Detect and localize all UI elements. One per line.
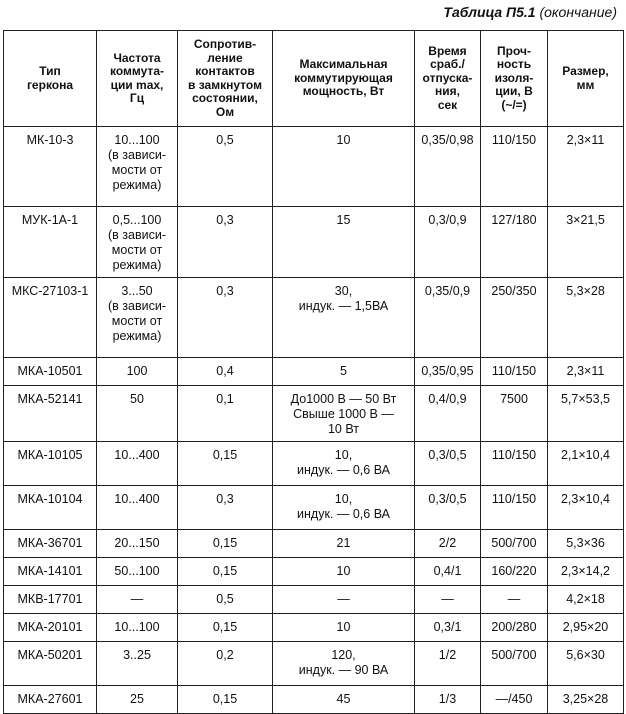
cell-line: индук. — 0,6 ВА bbox=[297, 507, 390, 521]
cell-line: 25 bbox=[130, 692, 144, 706]
cell-line: 5,7×53,5 bbox=[560, 392, 610, 406]
cell-line: 5,3×36 bbox=[566, 536, 605, 550]
cell-insulation bbox=[481, 358, 548, 386]
cell-time bbox=[415, 278, 481, 358]
cell-line: 45 bbox=[336, 692, 351, 706]
cell-type bbox=[4, 614, 97, 642]
cell-line: 0,3/0,5 bbox=[428, 492, 467, 506]
cell-line: 2,95×20 bbox=[562, 620, 609, 634]
cell-line: мости от bbox=[111, 243, 163, 257]
cell-line: (в зависи- bbox=[108, 228, 166, 242]
cell-line: 0,3/1 bbox=[433, 620, 462, 634]
cell-resistance bbox=[178, 486, 273, 530]
cell-time bbox=[415, 127, 481, 207]
cell-type bbox=[4, 278, 97, 358]
cell-line: индук. — 0,6 ВА bbox=[297, 463, 390, 477]
cell-line: 10...100 bbox=[114, 620, 160, 634]
cell-size bbox=[548, 686, 624, 714]
header-line: ление bbox=[207, 50, 243, 65]
cell-line: 2,1×10,4 bbox=[560, 448, 610, 462]
cell-type bbox=[4, 442, 97, 486]
cell-line: 3...50 bbox=[121, 284, 153, 298]
cell-line: режима) bbox=[112, 258, 162, 272]
header-line: отпуска- bbox=[422, 70, 473, 85]
cell-resistance bbox=[178, 642, 273, 686]
cell-line: 0,5 bbox=[216, 133, 234, 147]
cell-line: (в зависи- bbox=[108, 148, 166, 162]
cell-type bbox=[4, 686, 97, 714]
cell-line: 127/180 bbox=[491, 213, 537, 227]
cell-line: 0,15 bbox=[212, 564, 238, 578]
cell-time bbox=[415, 586, 481, 614]
cell-line: 0,5...100 bbox=[112, 213, 162, 227]
cell-type bbox=[4, 207, 97, 278]
table-row bbox=[4, 207, 624, 278]
cell-line: 10...400 bbox=[114, 492, 160, 506]
cell-power bbox=[273, 586, 415, 614]
cell-line: 0,3/0,9 bbox=[428, 213, 467, 227]
cell-size bbox=[548, 358, 624, 386]
cell-line: — bbox=[130, 592, 144, 606]
cell-line: 0,4/1 bbox=[433, 564, 462, 578]
cell-power bbox=[273, 358, 415, 386]
cell-line: МКС-27103-1 bbox=[11, 284, 89, 298]
cell-line: индук. — 1,5ВА bbox=[298, 299, 389, 313]
header-frequency bbox=[97, 31, 178, 127]
cell-line: 0,5 bbox=[216, 592, 234, 606]
header-resistance bbox=[178, 31, 273, 127]
cell-frequency bbox=[97, 486, 178, 530]
cell-line: 110/150 bbox=[491, 364, 537, 378]
cell-power bbox=[273, 386, 415, 442]
cell-line: 0,35/0,95 bbox=[421, 364, 474, 378]
cell-insulation bbox=[481, 530, 548, 558]
cell-line: 0,3 bbox=[216, 213, 234, 227]
cell-line: 100 bbox=[126, 364, 148, 378]
cell-resistance bbox=[178, 686, 273, 714]
cell-frequency bbox=[97, 358, 178, 386]
table-row bbox=[4, 642, 624, 686]
cell-line: (в зависи- bbox=[108, 299, 166, 313]
header-line: ции, В bbox=[495, 84, 533, 99]
cell-line: 0,2 bbox=[216, 648, 234, 662]
header-line: Ом bbox=[215, 104, 235, 119]
cell-power bbox=[273, 207, 415, 278]
cell-time bbox=[415, 386, 481, 442]
cell-insulation bbox=[481, 586, 548, 614]
cell-type bbox=[4, 486, 97, 530]
cell-resistance bbox=[178, 386, 273, 442]
cell-insulation bbox=[481, 614, 548, 642]
table-row bbox=[4, 358, 624, 386]
cell-line: 0,15 bbox=[212, 620, 238, 634]
header-line: ность bbox=[496, 57, 532, 72]
cell-time bbox=[415, 207, 481, 278]
cell-size bbox=[548, 558, 624, 586]
table-row bbox=[4, 558, 624, 586]
header-line: мм bbox=[576, 77, 595, 92]
cell-resistance bbox=[178, 558, 273, 586]
cell-type bbox=[4, 530, 97, 558]
header-line: ции max, bbox=[110, 77, 164, 92]
cell-line: 0,35/0,9 bbox=[424, 284, 471, 298]
cell-line: — bbox=[337, 592, 350, 606]
cell-line: 10, bbox=[334, 492, 353, 506]
cell-resistance bbox=[178, 207, 273, 278]
cell-resistance bbox=[178, 530, 273, 558]
cell-line: 0,3/0,5 bbox=[428, 448, 467, 462]
cell-time bbox=[415, 358, 481, 386]
cell-line: 3..25 bbox=[123, 648, 151, 662]
cell-resistance bbox=[178, 614, 273, 642]
cell-type bbox=[4, 358, 97, 386]
header-row bbox=[4, 31, 624, 127]
cell-line: МКА-36701 bbox=[17, 536, 83, 550]
cell-line: МКА-50201 bbox=[17, 648, 83, 662]
cell-line: 120, bbox=[331, 648, 356, 662]
cell-line: МК-10-3 bbox=[26, 133, 74, 147]
cell-type bbox=[4, 386, 97, 442]
header-line: геркона bbox=[26, 77, 74, 92]
header-line: Гц bbox=[129, 91, 145, 105]
cell-type bbox=[4, 586, 97, 614]
cell-line: 10 Вт bbox=[327, 422, 360, 436]
cell-line: МУК-1А-1 bbox=[21, 213, 79, 227]
cell-resistance bbox=[178, 442, 273, 486]
cell-line: 2,3×14,2 bbox=[560, 564, 610, 578]
table-row bbox=[4, 386, 624, 442]
cell-line: 0,15 bbox=[212, 536, 238, 550]
table-row bbox=[4, 530, 624, 558]
cell-line: 10 bbox=[336, 133, 351, 147]
cell-insulation bbox=[481, 642, 548, 686]
cell-size bbox=[548, 207, 624, 278]
cell-line: 500/700 bbox=[491, 648, 537, 662]
cell-time bbox=[415, 686, 481, 714]
header-line: коммутирующая bbox=[294, 70, 393, 85]
cell-resistance bbox=[178, 586, 273, 614]
cell-insulation bbox=[481, 442, 548, 486]
cell-size bbox=[548, 530, 624, 558]
cell-size bbox=[548, 127, 624, 207]
cell-line: 30, bbox=[334, 284, 353, 298]
cell-line: МКА-14101 bbox=[17, 564, 83, 578]
cell-line: 10...100 bbox=[114, 133, 160, 147]
cell-line: 2,3×11 bbox=[566, 364, 605, 378]
cell-size bbox=[548, 278, 624, 358]
cell-time bbox=[415, 486, 481, 530]
cell-line: МКА-10104 bbox=[17, 492, 83, 506]
cell-line: МКА-20101 bbox=[17, 620, 83, 634]
table-caption bbox=[443, 4, 617, 20]
header-line: Частота bbox=[113, 50, 161, 65]
cell-line: —/450 bbox=[495, 692, 533, 706]
cell-line: 10 bbox=[336, 564, 351, 578]
cell-line: МКА-10501 bbox=[17, 364, 83, 378]
cell-power bbox=[273, 442, 415, 486]
cell-line: 200/280 bbox=[491, 620, 537, 634]
cell-resistance bbox=[178, 358, 273, 386]
header-line: Сопротив- bbox=[193, 37, 257, 51]
cell-line: 10 bbox=[336, 620, 351, 634]
table-row bbox=[4, 686, 624, 714]
cell-power bbox=[273, 486, 415, 530]
cell-insulation bbox=[481, 207, 548, 278]
cell-resistance bbox=[178, 127, 273, 207]
table-row bbox=[4, 127, 624, 207]
cell-line: Свыше 1000 В — bbox=[293, 407, 394, 421]
cell-type bbox=[4, 642, 97, 686]
header-time bbox=[415, 31, 481, 127]
cell-line: 0,15 bbox=[212, 448, 238, 462]
cell-resistance bbox=[178, 278, 273, 358]
cell-frequency bbox=[97, 686, 178, 714]
cell-line: 3×21,5 bbox=[566, 213, 605, 227]
cell-frequency bbox=[97, 614, 178, 642]
cell-line: 2,3×10,4 bbox=[560, 492, 610, 506]
cell-line: 1/2 bbox=[438, 648, 457, 662]
cell-frequency bbox=[97, 442, 178, 486]
cell-line: МКВ-17701 bbox=[17, 592, 83, 606]
table-row bbox=[4, 614, 624, 642]
header-line: ния, bbox=[435, 84, 460, 99]
header-line: в замкнутом bbox=[188, 77, 262, 92]
cell-line: режима) bbox=[112, 178, 162, 192]
cell-frequency bbox=[97, 386, 178, 442]
header-line: состоянии, bbox=[192, 91, 258, 105]
cell-power bbox=[273, 642, 415, 686]
cell-line: 0,15 bbox=[212, 692, 238, 706]
header-line: Тип bbox=[39, 64, 61, 78]
cell-time bbox=[415, 558, 481, 586]
cell-size bbox=[548, 642, 624, 686]
cell-line: индук. — 90 ВА bbox=[298, 663, 389, 677]
cell-type bbox=[4, 127, 97, 207]
table-row bbox=[4, 586, 624, 614]
header-line: сек bbox=[437, 97, 458, 112]
header-line: Время bbox=[428, 43, 467, 58]
cell-line: 5,6×30 bbox=[566, 648, 605, 662]
cell-line: 15 bbox=[336, 213, 351, 227]
cell-line: 0,3 bbox=[216, 492, 234, 506]
table-row bbox=[4, 278, 624, 358]
cell-insulation bbox=[481, 686, 548, 714]
header-power bbox=[273, 31, 415, 127]
header-type bbox=[4, 31, 97, 127]
cell-line: 10...400 bbox=[114, 448, 160, 462]
cell-line: 21 bbox=[336, 536, 351, 550]
cell-size bbox=[548, 586, 624, 614]
header-line: Максимальная bbox=[299, 57, 388, 72]
cell-size bbox=[548, 486, 624, 530]
cell-line: 5,3×28 bbox=[566, 284, 605, 298]
table-continuation-note: (окончание) bbox=[539, 4, 617, 20]
cell-line: мости от bbox=[111, 163, 163, 177]
cell-line: 0,1 bbox=[216, 392, 234, 406]
cell-time bbox=[415, 614, 481, 642]
cell-line: 7500 bbox=[500, 392, 528, 406]
cell-power bbox=[273, 127, 415, 207]
cell-line: 10, bbox=[334, 448, 353, 462]
cell-line: 5 bbox=[340, 364, 347, 378]
cell-line: мости от bbox=[111, 314, 163, 328]
header-line: контактов bbox=[195, 64, 255, 78]
header-size bbox=[548, 31, 624, 127]
cell-line: МКА-27601 bbox=[17, 692, 83, 706]
header-line: (~/=) bbox=[501, 97, 527, 112]
cell-size bbox=[548, 386, 624, 442]
cell-frequency bbox=[97, 278, 178, 358]
cell-time bbox=[415, 442, 481, 486]
header-line: коммута- bbox=[110, 64, 164, 78]
reed-switch-table bbox=[3, 30, 624, 714]
cell-line: — bbox=[441, 592, 454, 606]
header-line: изоля- bbox=[494, 70, 534, 85]
cell-line: — bbox=[507, 592, 521, 606]
cell-line: 1/3 bbox=[438, 692, 457, 706]
cell-insulation bbox=[481, 127, 548, 207]
table-title: Таблица П5.1 bbox=[443, 4, 536, 20]
header-insulation bbox=[481, 31, 548, 127]
cell-frequency bbox=[97, 530, 178, 558]
cell-line: 0,4/0,9 bbox=[428, 392, 467, 406]
cell-type bbox=[4, 558, 97, 586]
header-line: сраб./ bbox=[430, 57, 465, 72]
cell-line: 0,3 bbox=[216, 284, 234, 298]
cell-frequency bbox=[97, 586, 178, 614]
table-row bbox=[4, 486, 624, 530]
cell-frequency bbox=[97, 127, 178, 207]
cell-line: 0,35/0,98 bbox=[421, 133, 474, 147]
cell-line: режима) bbox=[112, 329, 162, 343]
cell-line: 20...150 bbox=[114, 536, 160, 550]
cell-line: 500/700 bbox=[491, 536, 537, 550]
cell-line: 250/350 bbox=[491, 284, 537, 298]
cell-insulation bbox=[481, 486, 548, 530]
cell-size bbox=[548, 442, 624, 486]
cell-insulation bbox=[481, 558, 548, 586]
header-line: мощность, Вт bbox=[302, 84, 385, 99]
header-line: Размер, bbox=[562, 64, 609, 78]
cell-insulation bbox=[481, 278, 548, 358]
cell-frequency bbox=[97, 558, 178, 586]
cell-line: До1000 В — 50 Вт bbox=[290, 392, 397, 406]
cell-power bbox=[273, 278, 415, 358]
cell-line: 110/150 bbox=[491, 448, 537, 462]
cell-line: 50...100 bbox=[114, 564, 160, 578]
cell-insulation bbox=[481, 386, 548, 442]
cell-line: МКА-10105 bbox=[17, 448, 83, 462]
cell-time bbox=[415, 642, 481, 686]
cell-line: 110/150 bbox=[491, 492, 537, 506]
cell-frequency bbox=[97, 642, 178, 686]
cell-line: 110/150 bbox=[491, 133, 537, 147]
cell-line: 50 bbox=[130, 392, 144, 406]
cell-power bbox=[273, 614, 415, 642]
cell-line: МКА-52141 bbox=[17, 392, 83, 406]
cell-line: 2,3×11 bbox=[566, 133, 605, 147]
cell-size bbox=[548, 614, 624, 642]
header-line: Проч- bbox=[497, 43, 531, 58]
cell-line: 2/2 bbox=[438, 536, 457, 550]
cell-power bbox=[273, 686, 415, 714]
cell-time bbox=[415, 530, 481, 558]
cell-line: 0,4 bbox=[216, 364, 234, 378]
cell-power bbox=[273, 558, 415, 586]
cell-line: 4,2×18 bbox=[566, 592, 605, 606]
cell-frequency bbox=[97, 207, 178, 278]
table-body bbox=[4, 127, 624, 714]
cell-line: 3,25×28 bbox=[562, 692, 609, 706]
cell-power bbox=[273, 530, 415, 558]
table-row bbox=[4, 442, 624, 486]
cell-line: 160/220 bbox=[491, 564, 537, 578]
